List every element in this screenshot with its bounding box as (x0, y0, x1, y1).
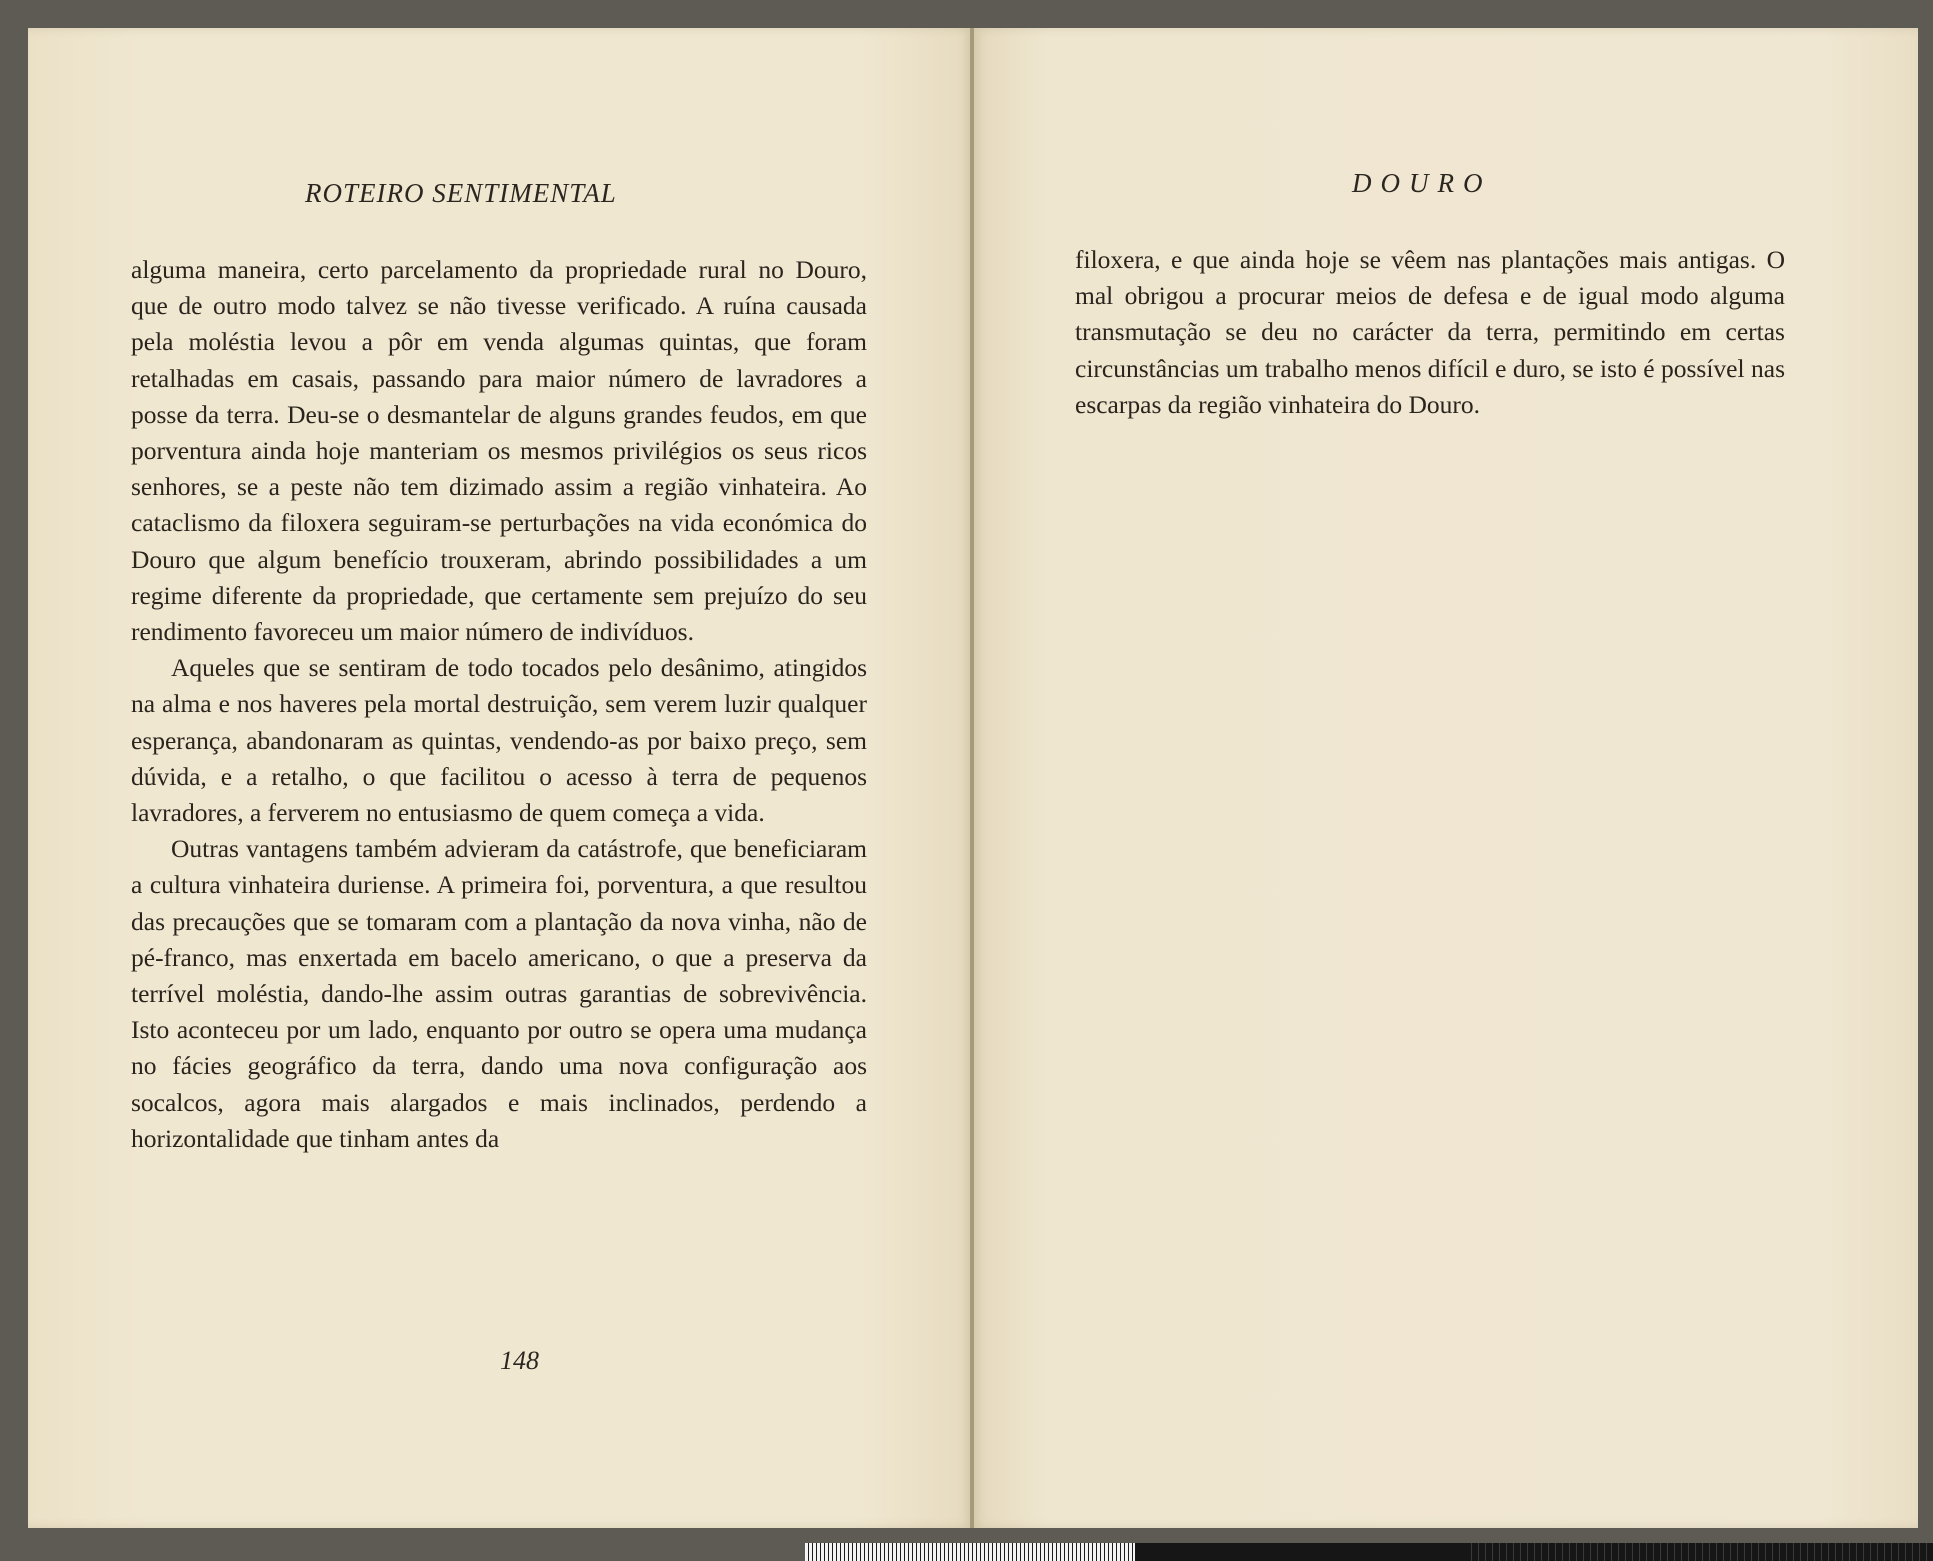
left-paragraph-3: Outras vantagens também advieram da catástrofe, que beneficiaram a cultura vinhateira duriense. A primeira foi, porventura, a que resultou das precauções que se tomaram com a plantação da nova vinha, não de pé-franco, mas enxertada em bacelo americano, o que a preserva da terrível moléstia, dando-lhe assim outras garantias de sobrevivência. Isto aconteceu por um lado, enquanto por outro se opera uma mudança no fácies geográfico da terra, dando uma nova configuração aos socalcos, agora mais alargados e mais inclinados, perdendo a horizontalidade que tinham antes da (131, 834, 867, 1153)
left-paragraph-2: Aqueles que se sentiram de todo tocados pelo desânimo, atingidos na alma e nos haveres pela mortal destruição, sem verem luzir qualquer esperança, abandonaram as quintas, vendendo-as por baixo preço, sem dúvida, e a retalho, o que facilitou o acesso à terra de pequenos lavradores, a ferverem no entusiasmo de quem começa a vida. (131, 653, 867, 828)
left-page-text (131, 252, 867, 1157)
page-number: 148 (500, 1346, 539, 1375)
right-running-head: DOURO (1352, 168, 1492, 198)
left-paragraph-1: alguma maneira, certo parcelamento da propriedade rural no Douro, que de outro modo talvez se não tivesse verificado. A ruína causada pela moléstia levou a pôr em venda algumas quintas, que foram retalhadas em casais, passando para maior número de lavradores a posse da terra. Deu-se o desmantelar de alguns grandes feudos, em que porventura ainda hoje manteriam os mesmos privilégios os seus ricos senhores, se a peste não tem dizimado assim a região vinhateira. Ao cataclismo da filoxera seguiram-se perturbações na vida económica do Douro que algum benefício trouxeram, abrindo possibilidades a um regime diferente da propriedade, que certamente sem prejuízo do seu rendimento favoreceu um maior número de indivíduos. (131, 255, 867, 647)
scale-bar-segment (1135, 1543, 1465, 1561)
right-page-text (1075, 242, 1785, 423)
left-running-head: ROTEIRO SENTIMENTAL (305, 178, 617, 208)
scale-bar-segment (1465, 1543, 1933, 1561)
book-gutter (970, 28, 974, 1528)
right-paragraph-1: filoxera, e que ainda hoje se vêem nas plantações mais antigas. O mal obrigou a procurar meios de defesa e de igual modo alguma transmutação se deu no carácter da terra, permitindo em certas circunstâncias um trabalho menos difícil e duro, se isto é possível nas escarpas da região vinhateira do Douro. (1075, 245, 1785, 419)
